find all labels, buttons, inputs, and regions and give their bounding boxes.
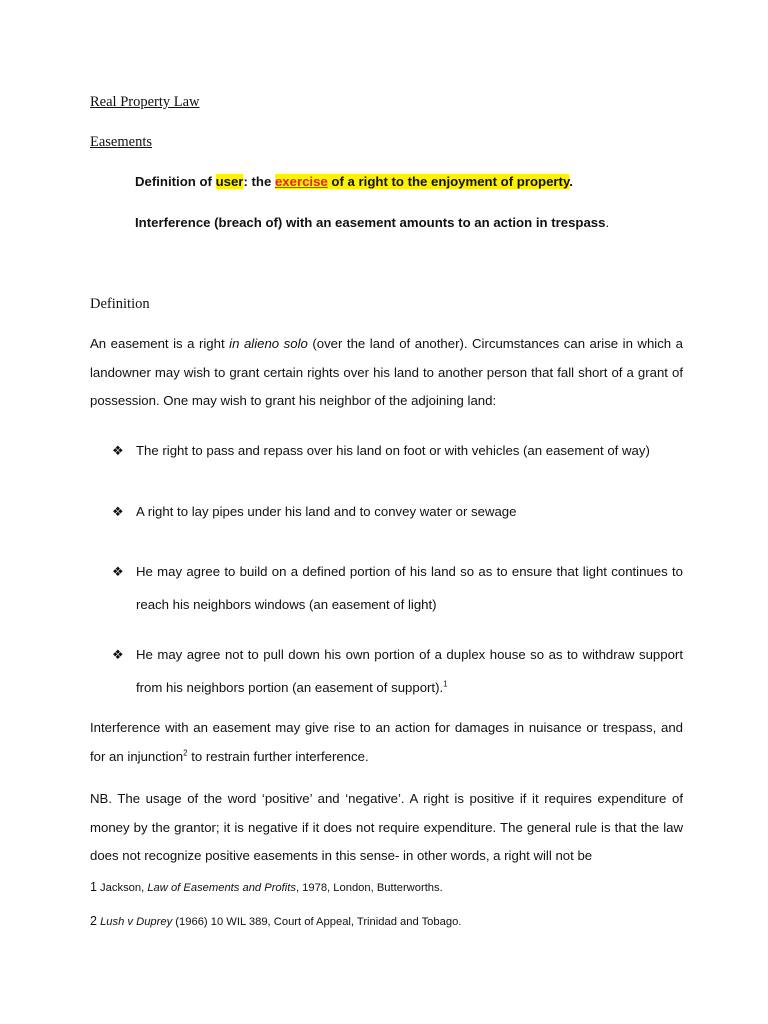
bullet-text: He may agree to build on a defined portion of his land so as to ensure that light continues to reach his neighbors windows (an easement of light) xyxy=(136,564,683,612)
section-heading-definition: Definition xyxy=(90,296,150,312)
para1-after: (over the land of another). Circumstances can arise in which a landowner may wish to grant certain rights over his land to another person that fall short of a grant of possession. One may wish to grant his neighbor of the adjoining land: xyxy=(90,336,683,408)
section-heading-easements: Easements xyxy=(90,134,153,150)
bullet-text-body: He may agree not to pull down his own portion of a duplex house so as to withdraw support from his neighbors portion (an easement of support). xyxy=(136,647,683,695)
document-title: Real Property Law xyxy=(90,94,200,110)
footnote-italic: Lush v Duprey xyxy=(100,916,173,928)
footnote-2 xyxy=(90,914,461,928)
exercise-word: exercise xyxy=(274,174,328,189)
footnote-italic: Law of Easements and Profits xyxy=(147,882,296,894)
para1-italic: in alieno solo xyxy=(229,336,308,351)
highlight-user: user xyxy=(215,174,244,189)
user-definition-line xyxy=(135,174,573,189)
para1-before: An easement is a right xyxy=(90,336,230,351)
paragraph-nb-positive-negative: NB. The usage of the word ‘positive’ and ‘negative’. A right is positive if it requires expenditure of money by the grantor; it is negative if it does not require expenditure. The general rule is that the law does not recognize positive easements in this sense- in other words, a right will not be xyxy=(90,791,683,863)
para2-before: Interference with an easement may give rise to an action for damages in nuisance or trespass, and for an injunction xyxy=(90,720,683,764)
interference-statement xyxy=(135,215,609,230)
bullet-text: A right to lay pipes under his land and to convey water or sewage xyxy=(136,504,517,519)
diamond-bullet-icon: ❖ xyxy=(112,647,124,662)
footnote-after: (1966) 10 WIL 389, Court of Appeal, Trinidad and Tobago. xyxy=(172,916,462,928)
footnote-ref-2[interactable]: 2 xyxy=(183,748,188,758)
interference-dot: . xyxy=(605,215,610,230)
definition-dot: . xyxy=(569,174,573,189)
bullet-item xyxy=(112,638,683,704)
footnote-number: 1 xyxy=(90,880,97,894)
footnote-after: , 1978, London, Butterworths. xyxy=(295,882,443,894)
footnote-number: 2 xyxy=(90,914,97,928)
bullet-item xyxy=(112,434,683,467)
diamond-bullet-icon: ❖ xyxy=(112,564,124,579)
paragraph-interference xyxy=(90,714,683,771)
para2-after: to restrain further interference. xyxy=(187,748,369,764)
diamond-bullet-icon: ❖ xyxy=(112,443,124,458)
footnote-before: Jackson, xyxy=(96,882,148,894)
definition-rest: of a right to the enjoyment of property xyxy=(327,174,570,189)
bullet-item xyxy=(112,495,683,528)
footnote-ref-1[interactable]: 1 xyxy=(443,679,448,689)
paragraph-easement-definition xyxy=(90,330,683,416)
definition-colon: : the xyxy=(243,174,275,189)
highlight-exercise-segment xyxy=(275,174,569,189)
footnote-1 xyxy=(90,880,443,894)
interference-text: Interference (breach of) with an easement amounts to an action in trespass xyxy=(135,215,606,230)
diamond-bullet-icon: ❖ xyxy=(112,504,124,519)
bullet-text xyxy=(136,638,683,704)
bullet-item xyxy=(112,555,683,621)
bullet-text: The right to pass and repass over his land on foot or with vehicles (an easement of way) xyxy=(136,443,650,458)
definition-prefix: Definition of xyxy=(135,174,216,189)
